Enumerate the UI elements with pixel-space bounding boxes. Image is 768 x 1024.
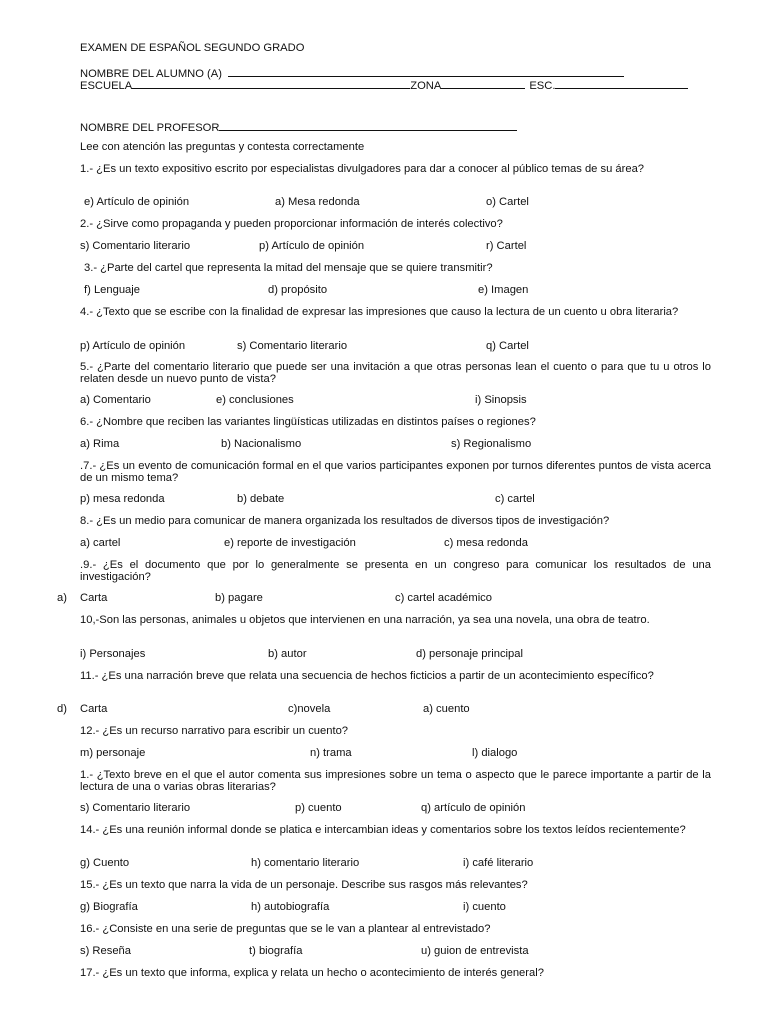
- option-letter[interactable]: d): [57, 703, 67, 715]
- option[interactable]: c)novela: [288, 703, 331, 715]
- option[interactable]: s) Regionalismo: [451, 438, 532, 450]
- teacher-line: [80, 120, 712, 135]
- option[interactable]: u) guion de entrevista: [421, 945, 529, 957]
- question-2: 2.- ¿Sirve como propaganda y pueden proporcionar información de interés colectivo?: [80, 218, 503, 230]
- option[interactable]: c) cartel académico: [395, 592, 492, 604]
- option[interactable]: o) Cartel: [486, 196, 529, 208]
- instructions: Lee con atención las preguntas y contesta correctamente: [80, 141, 365, 153]
- option[interactable]: e) Imagen: [478, 284, 529, 296]
- question-3: 3.- ¿Parte del cartel que representa la mitad del mensaje que se quiere transmitir?: [84, 262, 493, 274]
- zone-field[interactable]: [441, 78, 525, 89]
- question-10: 10,-Son las personas, animales u objetos que intervienen en una narración, ya sea una novela, una obra de teatro.: [80, 614, 650, 626]
- option[interactable]: s) Comentario literario: [80, 802, 191, 814]
- question-6: 6.- ¿Nombre que reciben las variantes lingüísticas utilizadas en distintos países o regiones?: [80, 416, 536, 428]
- option[interactable]: e) Artículo de opinión: [84, 196, 190, 208]
- option[interactable]: n) trama: [310, 747, 352, 759]
- esc-field[interactable]: [555, 78, 688, 89]
- option[interactable]: p) Artículo de opinión: [259, 240, 365, 252]
- option[interactable]: p) mesa redonda: [80, 493, 165, 505]
- option[interactable]: d) propósito: [268, 284, 328, 296]
- option[interactable]: a) cartel: [80, 537, 121, 549]
- question-16: 16.- ¿Consiste en una serie de preguntas que se le van a plantear al entrevistado?: [80, 923, 491, 935]
- option[interactable]: c) cartel: [495, 493, 535, 505]
- option[interactable]: h) comentario literario: [251, 857, 360, 869]
- option[interactable]: e) conclusiones: [216, 394, 294, 406]
- school-field[interactable]: [132, 78, 410, 89]
- option[interactable]: s) Reseña: [80, 945, 131, 957]
- option[interactable]: Carta: [80, 703, 108, 715]
- school-label: ESCUELA: [80, 80, 133, 92]
- option[interactable]: b) pagare: [215, 592, 263, 604]
- question-1: 1.- ¿Es un texto expositivo escrito por especialistas divulgadores para dar a conocer al público temas de su área?: [80, 163, 645, 175]
- option[interactable]: g) Biografía: [80, 901, 138, 913]
- zone-label: ZONA: [410, 80, 442, 92]
- option[interactable]: i) Sinopsis: [475, 394, 527, 406]
- option[interactable]: c) mesa redonda: [444, 537, 528, 549]
- student-name-field[interactable]: [228, 66, 624, 77]
- option[interactable]: t) biografía: [249, 945, 303, 957]
- option[interactable]: a) cuento: [423, 703, 470, 715]
- option[interactable]: m) personaje: [80, 747, 146, 759]
- option[interactable]: s) Comentario literario: [237, 340, 348, 352]
- option[interactable]: a) Comentario: [80, 394, 151, 406]
- option[interactable]: r) Cartel: [486, 240, 527, 252]
- option[interactable]: i) café literario: [463, 857, 534, 869]
- question-17: 17.- ¿Es un texto que informa, explica y relata un hecho o acontecimiento de interés general?: [80, 967, 544, 979]
- option[interactable]: b) debate: [237, 493, 285, 505]
- option[interactable]: b) Nacionalismo: [221, 438, 302, 450]
- option[interactable]: i) cuento: [463, 901, 506, 913]
- question-8: 8.- ¿Es un medio para comunicar de manera organizada los resultados de diversos tipos de investigación?: [80, 515, 610, 527]
- option[interactable]: g) Cuento: [80, 857, 130, 869]
- option[interactable]: q) artículo de opinión: [421, 802, 526, 814]
- option[interactable]: a) Rima: [80, 438, 120, 450]
- question-7: .7.- ¿Es un evento de comunicación formal en el que varios participantes exponen por turnos diferentes puntos de vista acerca de un mismo tema?: [80, 460, 711, 484]
- option[interactable]: f) Lenguaje: [84, 284, 140, 296]
- student-name-label: NOMBRE DEL ALUMNO (A): [80, 68, 222, 80]
- question-9: .9.- ¿Es el documento que por lo generalmente se presenta en un congreso para comunicar los resultados de una investigación?: [80, 559, 711, 583]
- question-15: 15.- ¿Es un texto que narra la vida de un personaje. Describe sus rasgos más relevantes?: [80, 879, 528, 891]
- option[interactable]: s) Comentario literario: [80, 240, 191, 252]
- option[interactable]: p) cuento: [295, 802, 342, 814]
- option[interactable]: q) Cartel: [486, 340, 529, 352]
- option[interactable]: l) dialogo: [472, 747, 518, 759]
- esc-label: ESC.: [529, 80, 556, 92]
- teacher-field[interactable]: [219, 120, 517, 131]
- question-12: 12.- ¿Es un recurso narrativo para escribir un cuento?: [80, 725, 349, 737]
- exam-title: EXAMEN DE ESPAÑOL SEGUNDO GRADO: [80, 42, 305, 54]
- question-14: 14.- ¿Es una reunión informal donde se platica e intercambian ideas y comentarios sobre los textos leídos recientemente?: [80, 824, 686, 836]
- teacher-label: NOMBRE DEL PROFESOR: [80, 122, 220, 134]
- option[interactable]: Carta: [80, 592, 108, 604]
- question-4: 4.- ¿Texto que se escribe con la finalidad de expresar las impresiones que causo la lectura de un cuento u obra literaria?: [80, 306, 679, 318]
- question-11: 11.- ¿Es una narración breve que relata una secuencia de hechos ficticios a partir de un acontecimiento específico?: [80, 670, 654, 682]
- option[interactable]: h) autobiografía: [251, 901, 330, 913]
- option[interactable]: i) Personajes: [80, 648, 146, 660]
- question-5: 5.- ¿Parte del comentario literario que puede ser una invitación a que otras personas lean el cuento o para que tu u otros lo relaten desde un nuevo punto de vista?: [80, 361, 711, 385]
- option-letter[interactable]: a): [57, 592, 67, 604]
- school-line: [80, 78, 712, 93]
- question-13: 1.- ¿Texto breve en el que el autor comenta sus impresiones sobre un tema o aspecto que le parece importante a partir de la lectura de una o varias obras literarias?: [80, 769, 711, 793]
- option[interactable]: d) personaje principal: [416, 648, 523, 660]
- option[interactable]: e) reporte de investigación: [224, 537, 356, 549]
- option[interactable]: b) autor: [268, 648, 307, 660]
- option[interactable]: a) Mesa redonda: [275, 196, 360, 208]
- option[interactable]: p) Artículo de opinión: [80, 340, 186, 352]
